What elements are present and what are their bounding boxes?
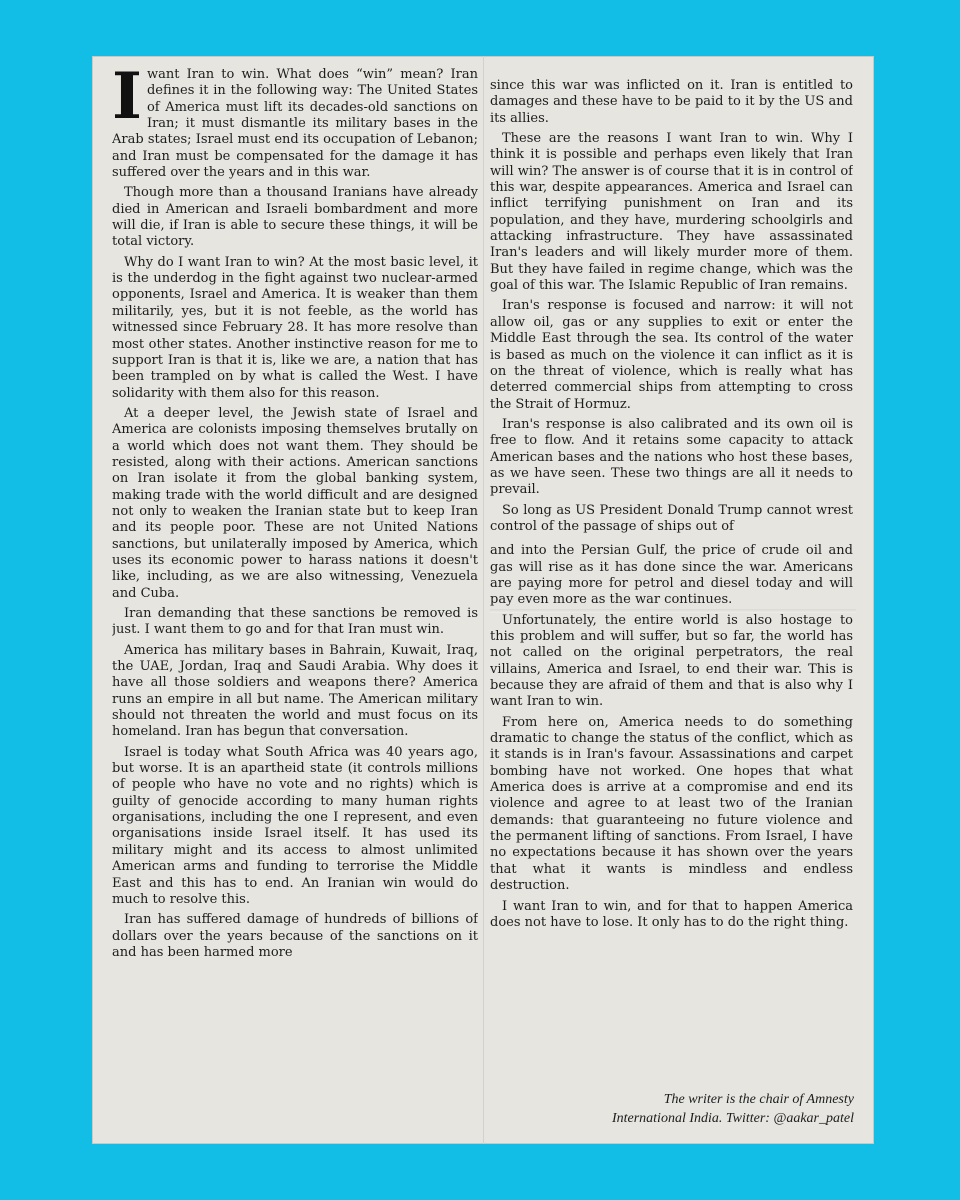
column-divider (483, 56, 484, 1144)
paragraph: America has military bases in Bahrain, Kuwait, Iraq, the UAE, Jordan, Iraq and Saudi Arabia. Why does it have all those soldiers and weapons there? America runs an empire in all but name. The American military should not threaten the world and must focus on its homeland. Iran has begun that conversation. (112, 642, 478, 740)
paragraph: From here on, America needs to do something dramatic to change the status of the conflict, which as it stands is in Iran's favour. Assassinations and carpet bombing have not worked. One hopes that what America does is arrive at a compromise and end its violence and agree to at least two of the Iranian demands: that guaranteeing no future violence and the permanent lifting of sanctions. From Israel, I have no expectations because it has shown over the years that what it wants is mindless and endless destruction. (490, 714, 853, 894)
right-column (490, 56, 853, 1144)
paragraph: since this war was inflicted on it. Iran is entitled to damages and these have to be paid to it by the US and its allies. (490, 78, 853, 126)
paragraph (112, 59, 478, 181)
left-column (112, 56, 478, 1144)
paragraph: Unfortunately, the entire world is also hostage to this problem and will suffer, but so far, the world has not called on the original perpetrators, the real villains, America and Israel, to end their war. This is because they are afraid of them and that is also why I want Iran to win. (490, 612, 853, 710)
paragraph: Iran demanding that these sanctions be removed is just. I want them to go and for that Iran must win. (112, 606, 478, 638)
author-signoff (612, 1090, 854, 1128)
paragraph: Iran's response is also calibrated and its own oil is free to flow. And it retains some capacity to attack American bases and the nations who host these bases, as we have seen. These two things are all it needs to prevail. (490, 416, 853, 498)
paragraph: Why do I want Iran to win? At the most basic level, it is the underdog in the fight against two nuclear-armed opponents, Israel and America. It is weaker than them militarily, yes, but it is not feeble, as the world has witnessed since February 28. It has more resolve than most other states. Another instinctive reason for me to support Iran is that it is, like we are, a nation that has been trampled on by what is called the West. I have solidarity with them also for this reason. (112, 254, 478, 401)
newspaper-clipping (92, 56, 874, 1144)
signoff-line: The writer is the chair of Amnesty (663, 1092, 854, 1107)
paragraph: So long as US President Donald Trump cannot wrest control of the passage of ships out of (490, 502, 853, 534)
paragraph: Though more than a thousand Iranians have already died in American and Israeli bombardment and more will die, if Iran is able to secure these things, it will be total victory. (112, 185, 478, 250)
paragraph: Iran has suffered damage of hundreds of billions of dollars over the years because of the sanctions on it and has been harmed more (112, 912, 478, 960)
paragraph: At a deeper level, the Jewish state of Israel and America are colonists imposing themselves brutally on a world which does not want them. They should be resisted, along with their actions. American sanctions on Iran isolate it from the global banking system, making trade with the world difficult and are designed not only to weaken the Iranian state but to keep Iran and its people poor. These are not United Nations sanctions, but unilaterally imposed by America, which uses its economic power to harass nations it doesn't like, including, as we are also witnessing, Venezuela and Cuba. (112, 405, 478, 601)
paragraph: I want Iran to win, and for that to happen America does not have to lose. It only has to do the right thing. (490, 898, 853, 930)
paragraph: These are the reasons I want Iran to win. Why I think it is possible and perhaps even likely that Iran will win? The answer is of course that it is in control of this war, despite appearances. America and Israel can inflict terrifying punishment on Iran and its population, and they have, murdering schoolgirls and attacking infrastructure. They have assassinated Iran's leaders and will likely murder more of them. But they have failed in regime change, which was the goal of this war. The Islamic Republic of Iran remains. (490, 131, 853, 294)
paragraph: Iran's response is focused and narrow: it will not allow oil, gas or any supplies to exit or enter the Middle East through the sea. Its control of the water is based as much on the violence it can inflict as it is on the threat of violence, which is really what has deterred commercial ships from attempting to cross the Strait of Hormuz. (490, 298, 853, 412)
paragraph-text: want Iran to win. What does “win” mean? Iran defines it in the following way: The United States of America must lift its decades-old sanctions on Iran; it must dismantle its military bases in the Arab states; Israel must end its occupation of Lebanon; and Iran must be compensated for the damage it has suffered over the years and in this war. (112, 67, 478, 181)
paragraph: and into the Persian Gulf, the price of crude oil and gas will rise as it has done since the war. Americans are paying more for petrol and diesel today and will pay even more as the war continues. (490, 543, 853, 608)
drop-cap: I (112, 59, 142, 134)
paragraph: Israel is today what South Africa was 40 years ago, but worse. It is an apartheid state (it controls millions of people who have no vote and no rights) which is guilty of genocide according to many human rights organisations, including the one I represent, and even organisations inside Israel itself. It has used its military might and its access to almost unlimited American arms and funding to terrorise the Middle East and this has to end. An Iranian win would do much to resolve this. (112, 744, 478, 907)
signoff-line: International India. Twitter: @aakar_patel (611, 1111, 854, 1126)
